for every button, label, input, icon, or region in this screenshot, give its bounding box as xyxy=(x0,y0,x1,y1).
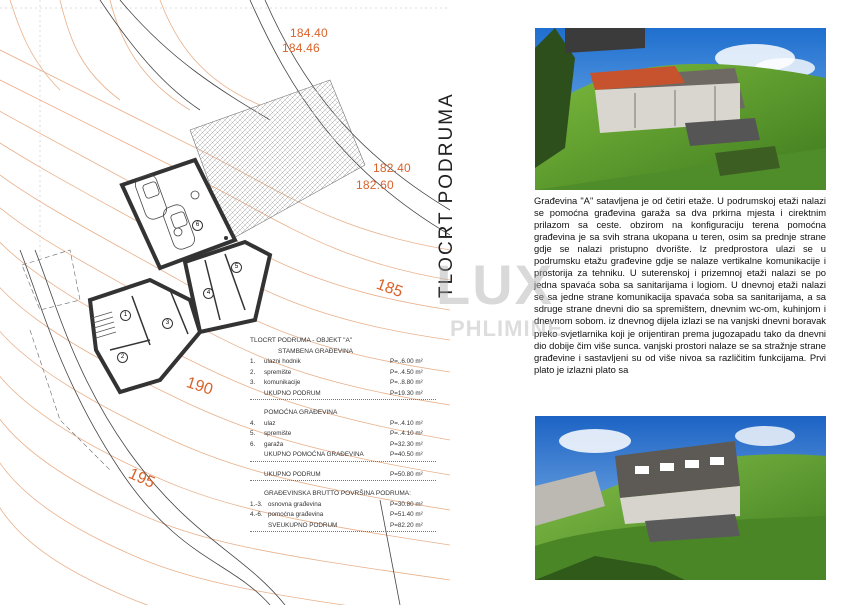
room-number: 1 xyxy=(120,310,131,321)
render-image-top xyxy=(535,28,826,190)
contour-label: 190 xyxy=(184,374,215,399)
elevation-label: 182.60 xyxy=(356,178,394,192)
contour-label: 195 xyxy=(125,465,158,492)
sheet-title: TLOCRT PODRUMA xyxy=(436,92,457,298)
room-number: 6 xyxy=(192,220,203,231)
room-number: 2 xyxy=(117,352,128,363)
area-table xyxy=(250,336,436,532)
table-total-row: UKUPNO POMOĆNA GRAĐEVINA P=40.50 m² xyxy=(250,450,436,462)
render-image-bottom xyxy=(535,416,826,580)
table-row: 1. ulazni hodnik P=..6.00 m² xyxy=(250,358,423,365)
room-number: 5 xyxy=(231,262,242,273)
elevation-label: 182.40 xyxy=(373,161,411,175)
room-number: 4 xyxy=(203,288,214,299)
table-row: 1.-3. osnovna građevina P=30.80 m² xyxy=(250,500,423,508)
watermark: LUX xyxy=(436,253,554,316)
table-subheading: STAMBENA GRAĐEVINA xyxy=(278,347,354,355)
table-row: 4. ulaz P=..4.10 m² xyxy=(250,419,423,427)
table-row: 2. spremište P=..4.50 m² xyxy=(250,368,423,376)
elevation-label: 184.46 xyxy=(282,41,320,55)
table-section-heading: GRAĐEVINSKA BRUTTO POVRŠINA PODRUMA: xyxy=(264,490,411,497)
table-row: 3. komunikacije P=..8.80 m² xyxy=(250,379,423,386)
description-sheet xyxy=(527,28,829,588)
table-heading: TLOCRT PODRUMA - OBJEKT "A" xyxy=(250,337,353,344)
building-description: Građevina "A" satavljena je od četiri etaže. U podrumskoj etaži nalazi se pomoćna građevina garaža sa dva prkirna mjesta i cirektnim prilazom sa ceste. obzirom na konfiguraciju terena pomoćna građevina je sa svih strana ukopana u teren, osim sa prednje strane gdje se nalazi pristupno dvorište. Iz predprostora ulazi se u podrumsku etažu građevine gdje se nalaze vertikalne komunikacije i prostorija za tehniku. U suterenskoj i prizemnoj etaži nalazi se po jedna spavaća soba sa sanitarijama i logiom. U dnevnoj etaži nalazi se sa jedne strane komunikacija spavaća soba sa sanitarijama, a sa sdruge strane dnevni dio sa spremištem, dnevnim wc-om, kuhinjom i dnevnom sobom. iz dnevnog dijela izlazi se na vanjski dnevni boravak preko svjetlarnika koji je orijentiran prema jugozapadu tako da dnevni dio dobije čim više sunca. vanjski prostori nalaze se sa stražnje strane građevine i sastavljeni su od više nivoa sa različitim funkcijama. Prvi plato je izlazni plato sa xyxy=(534,195,826,375)
table-total-row: UKUPNO PODRUM P=19.30 m² xyxy=(250,389,436,401)
elevation-label: 184.40 xyxy=(290,26,328,40)
table-grand-total-row: UKUPNO PODRUM P=50.80 m² xyxy=(250,470,436,482)
contour-label: 185 xyxy=(374,275,405,302)
table-total-row: SVEUKUPNO PODRUM P=82.20 m² xyxy=(250,521,436,533)
table-row: 4.-6. pomoćna građevina P=51.40 m² xyxy=(250,511,423,518)
table-row: 5. spremište P=..4.10 m² xyxy=(250,430,423,437)
table-section-heading: POMOĆNA GRAĐEVINA xyxy=(264,409,338,416)
table-row: 6. garaža P=32.30 m² xyxy=(250,440,423,448)
room-number: 3 xyxy=(162,318,173,329)
watermark-subtitle: PHLIMINE xyxy=(450,316,564,341)
